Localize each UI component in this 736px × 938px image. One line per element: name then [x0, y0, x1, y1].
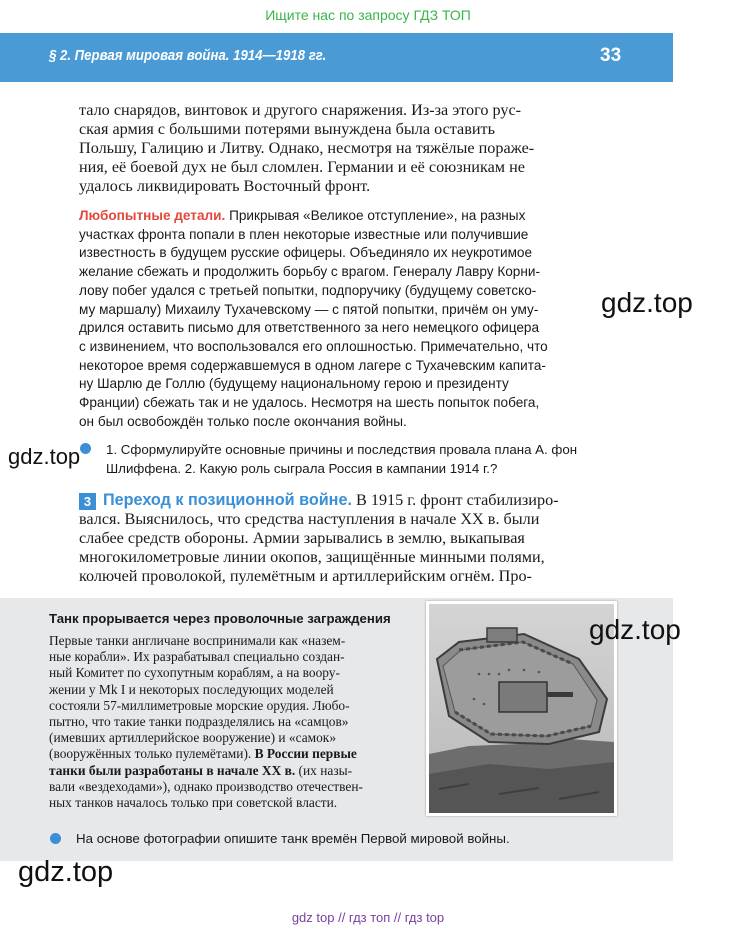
- page-number: 33: [600, 45, 622, 66]
- question-bullet-icon: [80, 443, 91, 454]
- text-line: он был освобождён только после окончания войны.: [79, 413, 407, 429]
- section-title: Переход к позиционной войне.: [103, 491, 352, 509]
- text-line: ный Комитет по сухопутным кораблям, а на воору-: [49, 665, 340, 681]
- tank-photo-image: [429, 604, 614, 813]
- text-line: ных танков началось только при советской власти.: [49, 795, 338, 811]
- bold-fact: танки были разработаны в начале XX в.: [49, 762, 296, 778]
- question-line: Шлиффена. 2. Какую роль сыграла Россия в кампании 1914 г.?: [106, 461, 498, 476]
- watermark: gdz.top: [18, 856, 114, 888]
- text-line: известность в будущем русские офицеры. Объединяло их неукротимое: [79, 245, 533, 261]
- question-line: 1. Сформулируйте основные причины и последствия провала плана А. фон: [106, 442, 578, 457]
- watermark: gdz.top: [589, 614, 681, 645]
- review-questions: [106, 440, 588, 478]
- text-line: тало снарядов, винтовок и другого снаряжения. Из-за этого рус-: [79, 101, 522, 119]
- photo-caption-title: Танк прорывается через проволочные заграждения: [49, 611, 391, 626]
- text-line: му маршалу) Михаилу Тухачевскому — с пятой попытки, причём он уму-: [79, 301, 539, 317]
- text-line: (их назы-: [295, 762, 353, 778]
- text-line: участках фронта попали в плен некоторые известные или получившие: [79, 226, 529, 242]
- text-line: ния, её боевой дух не был сломлен. Германии и её союзникам не: [79, 158, 525, 176]
- watermark: gdz.top: [601, 287, 693, 318]
- curious-details-block: [79, 207, 588, 431]
- text-line: В 1915 г. фронт стабилизиро-: [351, 491, 559, 509]
- bold-fact: В России первые: [254, 746, 357, 762]
- text-line: Первые танки англичане воспринимали как «назем-: [49, 633, 346, 648]
- footer-links: gdz top // гдз топ // гдз top: [291, 910, 445, 925]
- section-3-text: [79, 491, 588, 586]
- text-line: (вооружённых только пулемётами).: [49, 746, 252, 762]
- chapter-header: [0, 33, 673, 82]
- top-banner: [0, 0, 736, 32]
- text-line: колючей проволокой, пулемётным и артиллерийским огнём. Про-: [79, 567, 532, 585]
- text-line: ну Шарлю де Голлю (будущему национальному герою и президенту: [79, 376, 509, 392]
- top-banner-text: Ищите нас по запросу ГДЗ ТОП: [265, 7, 471, 23]
- text-line: удалось ликвидировать Восточный фронт.: [79, 177, 371, 195]
- text-line: ные корабли». Их разрабатывал специально создан-: [49, 649, 345, 665]
- watermark: gdz.top: [8, 444, 81, 469]
- text-line: лову побег удался с третьей попытки, подпоручику (будущему советско-: [79, 282, 537, 298]
- chapter-title: § 2. Первая мировая война. 1914—1918 гг.: [49, 47, 327, 64]
- text-line: желание сбежать и продолжить борьбу с врагом. Генералу Лавру Корни-: [79, 264, 540, 280]
- tank-box-text: [49, 633, 409, 811]
- paragraph-continued: [79, 101, 588, 196]
- text-line: дрился оставить письмо для ответственного за него немецкого офицера: [79, 320, 540, 336]
- text-line: вался. Выяснилось, что средства наступления в начале XX в. были: [79, 510, 540, 528]
- text-line: состояли 57-миллиметровые морские орудия. Любо-: [49, 697, 350, 713]
- question-bullet-icon: [50, 833, 61, 844]
- section-number-badge: 3: [79, 493, 96, 510]
- text-line: ская армия с большими потерями вынуждена была оставить: [79, 120, 495, 138]
- text-line: Франции) сбежать так и не удалось. Несмотря на шесть попыток побега,: [79, 395, 540, 411]
- text-line: Польшу, Галицию и Литву. Однако, несмотря на тяжёлые пораже-: [79, 139, 535, 157]
- text-line: вали «вездеходами»), однако производство отечествен-: [49, 778, 363, 794]
- text-line: слабее средств обороны. Армии зарывались в землю, выкапывая: [79, 529, 525, 547]
- text-line: многокилометровые линии окопов, защищённые минными полями,: [79, 548, 545, 566]
- text-line: (имевших артиллерийское вооружение) и «самок»: [49, 730, 337, 746]
- photo-question: На основе фотографии опишите танк времён Первой мировой войны.: [76, 831, 510, 846]
- text-line: некоторое время содержавшемуся в одном лагере с Тухачевским капита-: [79, 357, 546, 373]
- text-line: с извинением, что воспользовался его оплошностью. Примечательно, что: [79, 338, 548, 354]
- text-line: пытно, что такие танки подразделялись на «самцов»: [49, 714, 349, 730]
- text-line: жении у Mk I и некоторых последующих моделей: [49, 681, 334, 697]
- curious-details-heading: Любопытные детали.: [79, 208, 226, 223]
- text-line: Прикрывая «Великое отступление», на разных: [225, 208, 526, 223]
